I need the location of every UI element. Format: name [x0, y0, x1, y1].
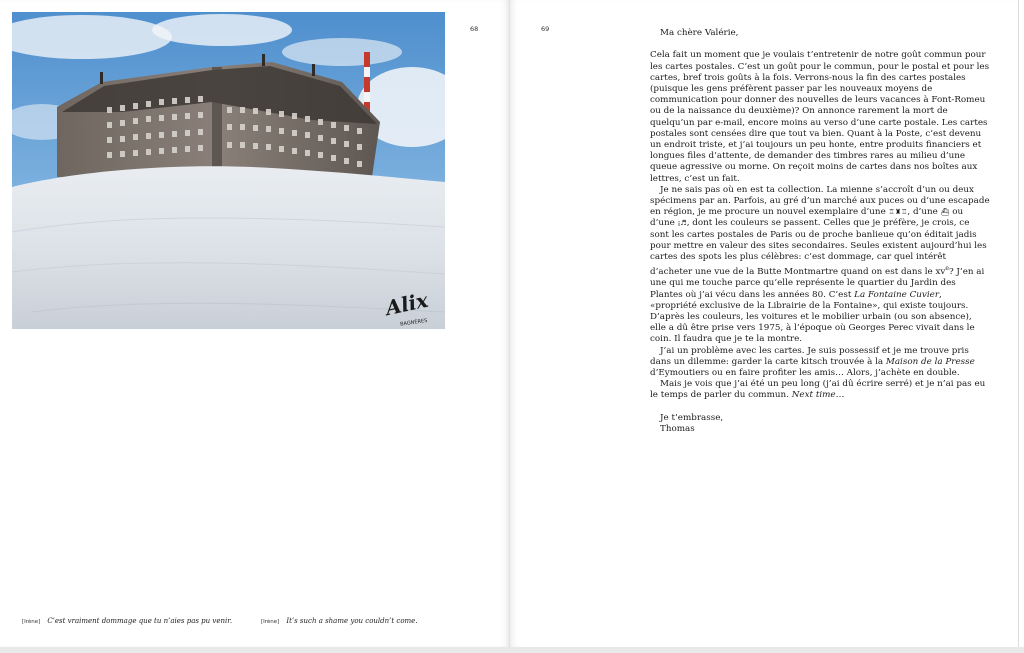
- book-title: La Fontaine Cuvier: [854, 289, 940, 300]
- svg-text:BAGNÈRES: BAGNÈRES: [399, 317, 428, 328]
- letter-paragraph-4: Mais je vois que j’ai été un peu long (j’ai dû écrire serré) et je n’ai pas eu le temps de parler du commun. Next time…: [650, 379, 986, 401]
- caption-english: [261, 617, 418, 625]
- postcard-glyph-castle-icon: ♖♜♖: [888, 208, 908, 217]
- letter-paragraph-3: J’ai un problème avec les cartes. Je suis possessif et je me trouve pris dans un dilemme: garder la carte kitsch trouvée à la Maison de la Presse d’Eymoutiers ou en faire profiter les amis… Alors, j’achète en double.: [650, 345, 975, 378]
- letter-text: [650, 28, 990, 435]
- postcard-glyph-boat-icon: ⛴: [940, 208, 950, 217]
- postcard-glyph-music-icon: ¡♬: [677, 219, 687, 228]
- letter-salutation: Ma chère Valérie,: [660, 28, 739, 38]
- svg-text:Alix: Alix: [383, 287, 431, 321]
- letter-paragraph-1: Cela fait un moment que je voulais t’entretenir de notre goût commun pour les cartes postales. C’est un goût pour le commun, pour le postal et pour les cartes, bref trois goûts à la fois. Verrons-nous la fin des cartes postales (puisque les gens préfèrent passer par les nouveaux moyens de communication pour donner des nouvelles de leurs vacances à Font-Romeu ou de la naissance du deuxième)? On annonce rarement la mort de quelqu’un par e-mail, encore moins au verso d’une carte postale. Les cartes postales sont censées dire que tout va bien. Quant à la Poste, c’est devenu un endroit triste, et j’ai toujours un peu honte, entre produits financiers et longues files d’attente, de demander des timbres rares au milieu d’une queue agressive ou morne. On reçoit moins de cartes dans nos boîtes aux lettres, c’est un fait.: [650, 50, 990, 184]
- letter-closing: Je t’embrasse,: [660, 412, 724, 423]
- caption-french: [22, 617, 232, 625]
- shop-name: Maison de la Presse: [885, 356, 975, 367]
- letter-paragraph-2: Je ne sais pas où en est ta collection. La mienne s’accroît d’un ou deux spécimens par an. Parfois, au gré d’un marché aux puces ou d’une escapade en région, je me procure un nouvel exemplaire d’une ♖♜♖, d’une ⛴ ou d’une ¡♬, dont les couleurs se passent. Celles que je préfère, je crois, ce sont les cartes postales de Paris ou de proche banlieue qu’on éditait jadis pour mettre en valeur des sites secondaires. Seules existent aujourd’hui les cartes des spots les plus célèbres: c’est dommage, car quel intérêt d’acheter une vue de la Butte Montmartre quand on est dans le $xv^e$? J’en ai une qui me touche parce qu’elle représente le quartier du Jardin des Plantes où j’ai vécu dans les années 80. C’est La Fontaine Cuvier, «propriété exclusive de la Librairie de la Fontaine», qui existe toujours. D’après les couleurs, les voitures et le mobilier urbain (ou son absence), elle a dû être prise vers 1975, à l’époque où Georges Perec vivait dans le coin. Il faudra que je te la montre.: [650, 184, 990, 345]
- caption-text: It’s such a shame you couldn’t come.: [286, 617, 418, 625]
- postcard-photo-hotel-in-snow: [12, 12, 445, 329]
- caption-speaker: [Irène]: [22, 619, 41, 625]
- left-page: [0, 0, 510, 647]
- page-number-left: 68: [470, 25, 479, 33]
- caption-text: C’est vraiment dommage que tu n’aies pas pu venir.: [47, 617, 233, 625]
- page-number-right: 69: [541, 25, 550, 33]
- hotel-illustration: [12, 12, 445, 329]
- letter-signature: Thomas: [660, 423, 695, 434]
- page-bottom-edge: [0, 647, 1024, 653]
- caption-speaker: [Irène]: [261, 619, 280, 625]
